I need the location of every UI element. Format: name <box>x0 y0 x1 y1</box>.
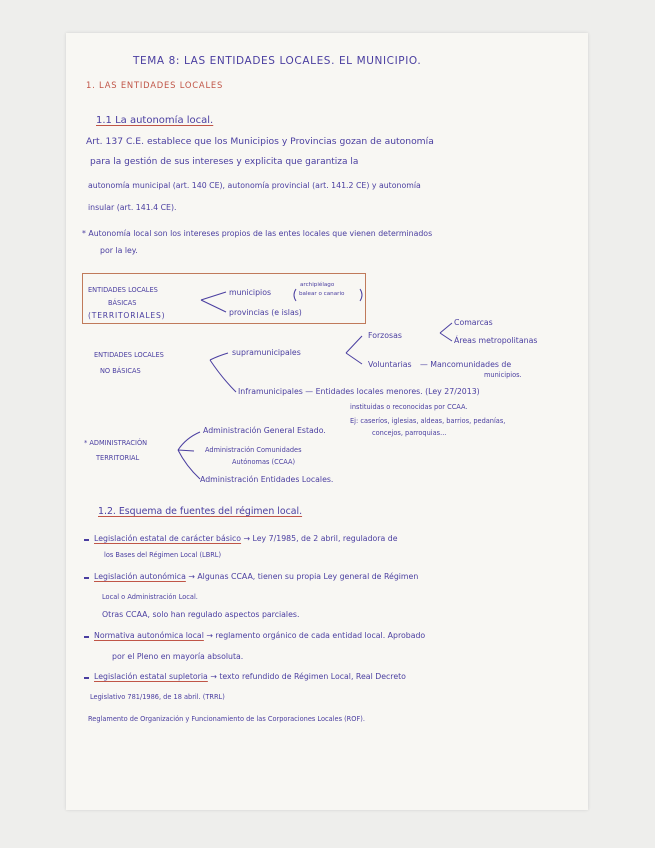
fuente-line <box>94 671 406 682</box>
fuente-line: Legislativo 781/1986, de 18 abril. (TRRL) <box>90 693 225 701</box>
forzosas-item: Forzosas <box>368 331 402 340</box>
basic-label: (TERRITORIALES) <box>88 311 166 320</box>
comarcas-item: Comarcas <box>454 318 493 327</box>
provincias-item: provincias (e islas) <box>229 308 302 317</box>
paragraph-line: Art. 137 C.E. establece que los Municipios y Provincias gozan de autonomía <box>86 136 434 147</box>
admin-item: Administración Comunidades <box>205 446 302 454</box>
note-line: * Autonomía local son los intereses propios de las entes locales que vienen determinados <box>82 229 433 238</box>
mancomunidades-item: — Mancomunidades de <box>420 360 512 369</box>
fuente-line <box>94 630 425 641</box>
fuente-rest: → Ley 7/1985, de 2 abril, reguladora de <box>241 534 398 543</box>
municipios-note: balear o canario <box>299 291 345 297</box>
bullet-dash <box>84 636 89 638</box>
fuente-line: los Bases del Régimen Local (LBRL) <box>104 551 222 559</box>
bullet-dash <box>84 539 89 541</box>
basic-label: BÁSICAS <box>108 299 137 307</box>
page-title: TEMA 8: LAS ENTIDADES LOCALES. EL MUNICIPIO. <box>133 55 422 67</box>
infra-example: concejos, parroquias... <box>372 429 447 437</box>
fuente-lead: Legislación estatal de carácter básico <box>94 534 242 543</box>
infra-example: Ej: caseríos, iglesias, aldeas, barrios, pedanías, <box>350 417 506 425</box>
municipios-note: archipiélago <box>300 282 335 288</box>
nonbasic-label: ENTIDADES LOCALES <box>94 351 164 359</box>
admin-item: Administración Entidades Locales. <box>200 475 334 484</box>
fuente-lead: Legislación estatal supletoria <box>94 672 208 681</box>
fuente-rest: → texto refundido de Régimen Local, Real Decreto <box>207 672 406 681</box>
supramunicipales-item: supramunicipales <box>232 348 301 357</box>
fuente-rest: → Algunas CCAA, tienen su propia Ley general de Régimen <box>185 572 419 581</box>
admin-item: Administración General Estado. <box>203 426 326 435</box>
subsection-heading-fuentes: 1.2. Esquema de fuentes del régimen local. <box>98 506 303 517</box>
voluntarias-item: Voluntarias <box>368 360 412 369</box>
note-line: por la ley. <box>100 246 138 255</box>
areas-item: Áreas metropolitanas <box>454 336 538 345</box>
fuente-rest: → reglamento orgánico de cada entidad local. Aprobado <box>203 631 426 640</box>
infra-note: instituidas o reconocidas por CCAA. <box>350 403 468 411</box>
admin-label: * ADMINISTRACIÓN <box>84 439 148 447</box>
fuente-line: Otras CCAA, solo han regulado aspectos parciales. <box>102 610 300 619</box>
fuente-line <box>94 571 418 582</box>
mancomunidades-item: municipios. <box>484 371 522 379</box>
fuente-line: por el Pleno en mayoría absoluta. <box>112 652 244 661</box>
bullet-dash <box>84 577 89 579</box>
section-heading: 1. LAS ENTIDADES LOCALES <box>86 80 224 90</box>
nonbasic-label: NO BÁSICAS <box>100 367 141 375</box>
paragraph-line: autonomía municipal (art. 140 CE), autonomía provincial (art. 141.2 CE) y autonomía <box>88 181 421 190</box>
admin-item: Autónomas (CCAA) <box>232 458 296 466</box>
fuente-lead: Legislación autonómica <box>94 572 186 581</box>
fuente-lead: Normativa autonómica local <box>94 631 204 640</box>
bullet-dash <box>84 677 89 679</box>
fuente-line: Local o Administración Local. <box>102 593 198 601</box>
municipios-item: municipios <box>229 288 272 297</box>
subsection-heading-autonomia: 1.1 La autonomía local. <box>96 115 214 126</box>
fuente-line <box>94 533 398 544</box>
fuente-line: Reglamento de Organización y Funcionamiento de las Corporaciones Locales (ROF). <box>88 715 365 723</box>
basic-label: ENTIDADES LOCALES <box>88 286 158 294</box>
paragraph-line: para la gestión de sus intereses y explicita que garantiza la <box>90 157 359 167</box>
paragraph-line: insular (art. 141.4 CE). <box>88 203 177 212</box>
admin-label: TERRITORIAL <box>96 454 140 462</box>
inframunicipales-item: Inframunicipales — Entidades locales menores. (Ley 27/2013) <box>238 387 480 396</box>
